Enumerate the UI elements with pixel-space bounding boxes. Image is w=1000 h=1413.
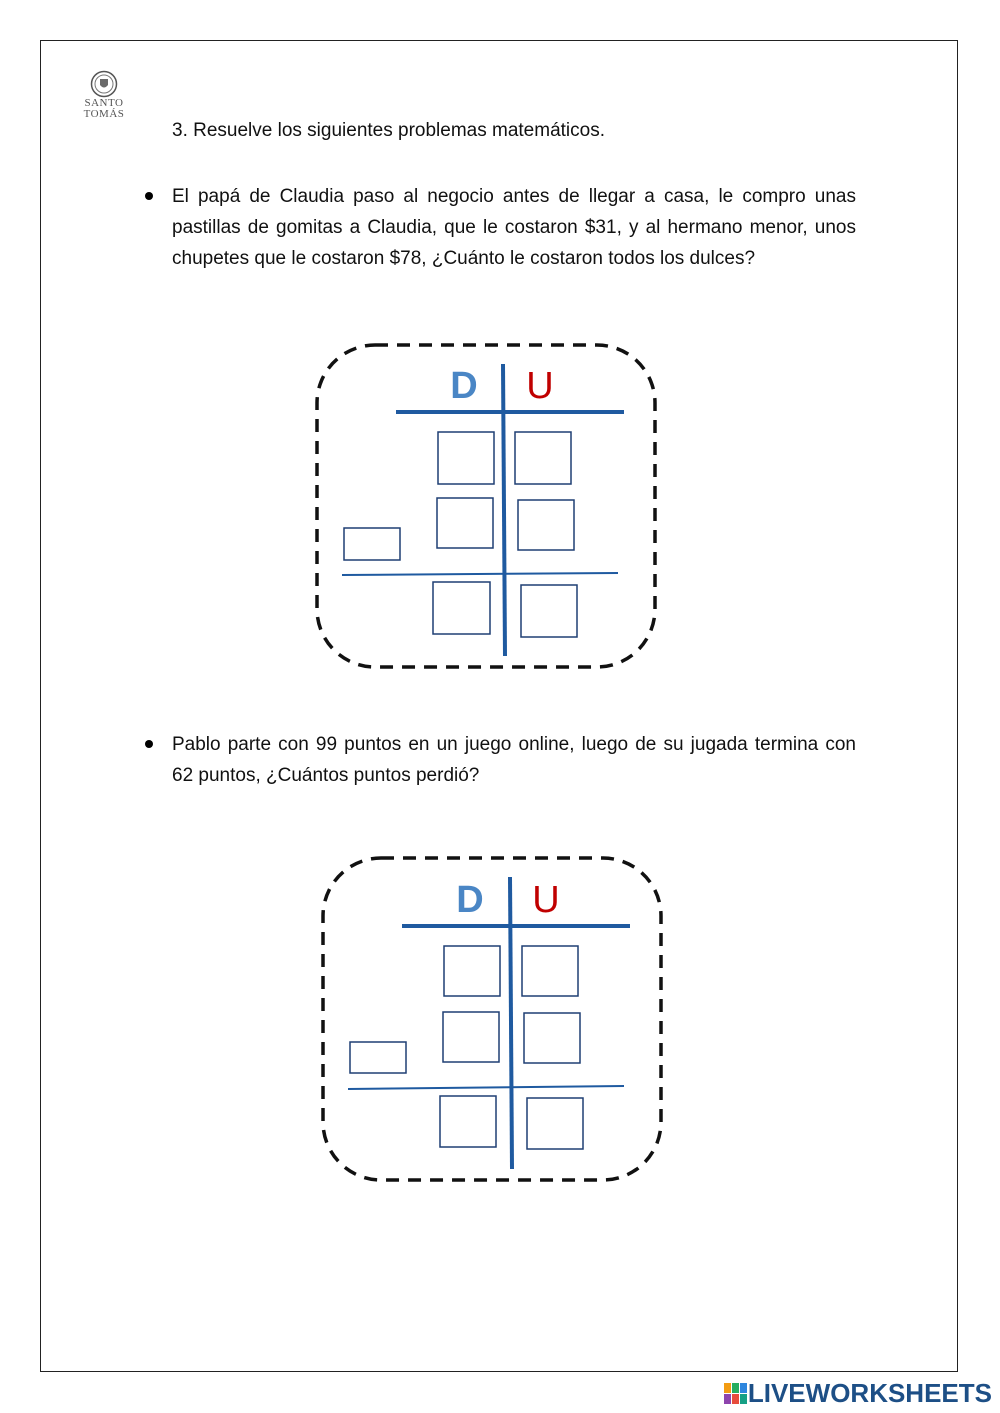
units-box-row2[interactable] xyxy=(518,500,574,550)
seal-icon xyxy=(90,70,118,98)
tens-box-row1[interactable] xyxy=(438,432,494,484)
logo-line-2: TOMÁS xyxy=(83,108,125,120)
bullet xyxy=(145,740,153,748)
tens-label: D xyxy=(456,879,484,921)
operator-box[interactable] xyxy=(350,1042,406,1073)
tens-result-box[interactable] xyxy=(433,582,490,634)
exercise-heading: 3. Resuelve los siguientes problemas matemáticos. xyxy=(172,120,605,141)
liveworksheets-logo[interactable] xyxy=(724,1378,992,1409)
units-box-row1[interactable] xyxy=(515,432,571,484)
tens-result-box[interactable] xyxy=(440,1096,496,1147)
result-line xyxy=(342,573,618,575)
result-line xyxy=(348,1086,624,1089)
problem-1-text: El papá de Claudia paso al negocio antes de llegar a casa, le compro unas pastillas de gomitas a Claudia, que le costaron $31, y al hermano menor, unos chupetes que le costaron $78, ¿Cuánto le costaron todos los dulces? xyxy=(172,186,856,269)
bullet xyxy=(145,192,153,200)
column-divider xyxy=(510,877,512,1169)
liveworksheets-brand: LIVEWORKSHEETS xyxy=(747,1378,992,1408)
operator-box[interactable] xyxy=(344,528,400,560)
tens-box-row1[interactable] xyxy=(444,946,500,996)
units-result-box[interactable] xyxy=(527,1098,583,1149)
tens-label: D xyxy=(450,365,478,407)
tens-box-row2[interactable] xyxy=(437,498,493,548)
column-divider xyxy=(503,364,505,656)
units-box-row1[interactable] xyxy=(522,946,578,996)
santo-tomas-logo xyxy=(76,70,132,120)
units-result-box[interactable] xyxy=(521,585,577,637)
liveworksheets-icon xyxy=(724,1383,748,1405)
problem-2-text: Pablo parte con 99 puntos en un juego online, luego de su jugada termina con 62 puntos, ¿Cuántos puntos perdió? xyxy=(172,734,856,786)
tens-box-row2[interactable] xyxy=(443,1012,499,1062)
place-value-table-2 xyxy=(320,855,666,1190)
units-label: U xyxy=(526,365,554,407)
units-label: U xyxy=(532,879,560,921)
logo-line-1: SANTO xyxy=(84,97,124,109)
units-box-row2[interactable] xyxy=(524,1013,580,1063)
place-value-table-1 xyxy=(314,342,660,677)
